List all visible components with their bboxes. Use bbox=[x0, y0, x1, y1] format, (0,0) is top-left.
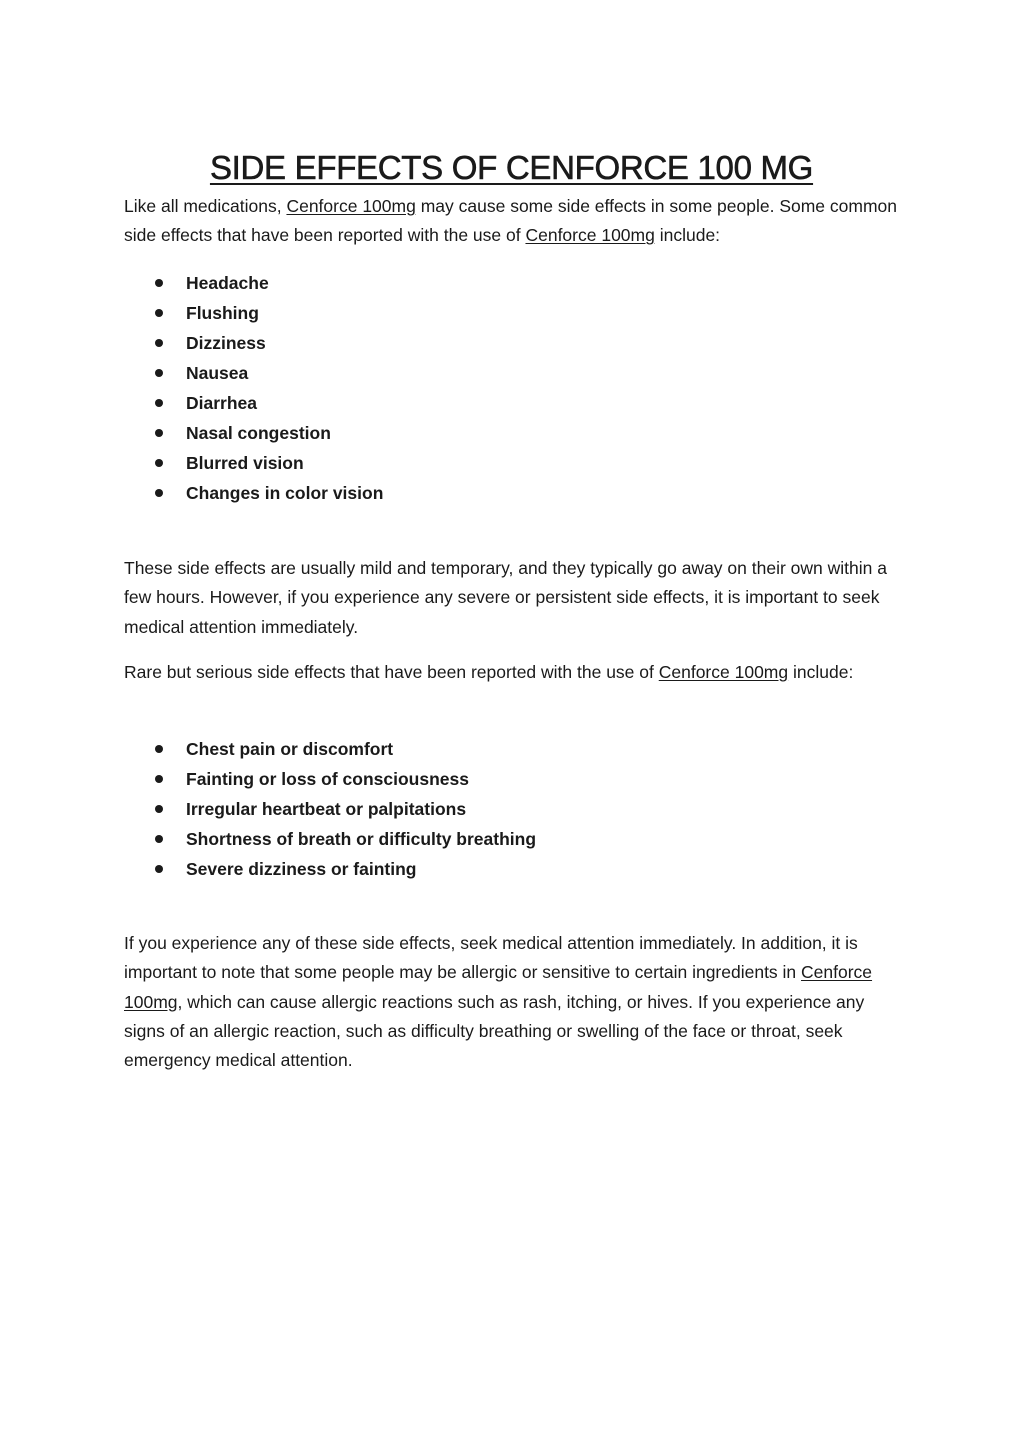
bullet-icon bbox=[155, 835, 163, 843]
list-item-label: Severe dizziness or fainting bbox=[186, 859, 417, 879]
list-item-label: Headache bbox=[186, 273, 269, 293]
intro-text-2: may cause some side effects in some people. Some common side effects that have been reported with the use of bbox=[124, 196, 897, 246]
list-item bbox=[124, 854, 884, 884]
list-item bbox=[124, 794, 884, 824]
list-item-label: Flushing bbox=[186, 303, 259, 323]
list-item-label: Dizziness bbox=[186, 333, 266, 353]
bullet-icon bbox=[155, 489, 163, 497]
common-side-effects-list bbox=[124, 268, 884, 508]
bullet-icon bbox=[155, 279, 163, 287]
list-item bbox=[124, 358, 884, 388]
bullet-icon bbox=[155, 399, 163, 407]
intro-text-3: include: bbox=[654, 225, 721, 246]
closing-text-2: , which can cause allergic reactions such as rash, itching, or hives. If you experience any signs of an allergic reaction, such as difficulty breathing or swelling of the face or throat, seek emergency medical attention. bbox=[124, 991, 865, 1071]
bullet-icon bbox=[155, 369, 163, 377]
cenforce-link-1[interactable]: Cenforce 100mg bbox=[286, 196, 416, 216]
list-item bbox=[124, 734, 884, 764]
cenforce-link-4[interactable]: Cenforce 100mg bbox=[124, 962, 873, 1012]
list-item bbox=[124, 764, 884, 794]
cenforce-link-3[interactable]: Cenforce 100mg bbox=[658, 662, 789, 682]
list-item bbox=[124, 388, 884, 418]
list-item bbox=[124, 418, 884, 448]
bullet-icon bbox=[155, 339, 163, 347]
serious-side-effects-list bbox=[124, 734, 884, 884]
rare-intro-paragraph bbox=[124, 658, 904, 687]
rare-intro-text-2: include: bbox=[788, 662, 854, 682]
closing-paragraph bbox=[124, 929, 904, 1075]
list-item-label: Diarrhea bbox=[186, 393, 258, 413]
intro-paragraph bbox=[124, 192, 904, 251]
list-item bbox=[124, 824, 884, 854]
bullet-icon bbox=[155, 865, 163, 873]
bullet-icon bbox=[155, 745, 163, 753]
bullet-icon bbox=[155, 309, 163, 317]
list-item bbox=[124, 328, 884, 358]
list-item-label: Chest pain or discomfort bbox=[186, 739, 394, 759]
bullet-icon bbox=[155, 775, 163, 783]
intro-text-1: Like all medications, bbox=[124, 196, 287, 216]
closing-text-1: If you experience any of these side effects, seek medical attention immediately. In addition, it is important to note that some people may be allergic or sensitive to certain ingredients in bbox=[124, 933, 858, 983]
cenforce-link-2[interactable]: Cenforce 100mg bbox=[525, 225, 655, 246]
mild-note-paragraph: These side effects are usually mild and temporary, and they typically go away on their own within a few hours. However, if you experience any severe or persistent side effects, it is important to seek medical attention immediately. bbox=[124, 558, 887, 637]
list-item-label: Fainting or loss of consciousness bbox=[186, 769, 469, 789]
list-item bbox=[124, 268, 884, 298]
page-title: SIDE EFFECTS OF CENFORCE 100 MG bbox=[209, 149, 814, 187]
list-item-label: Shortness of breath or difficulty breathing bbox=[186, 829, 537, 849]
list-item-label: Blurred vision bbox=[186, 453, 304, 473]
list-item bbox=[124, 448, 884, 478]
list-item-label: Irregular heartbeat or palpitations bbox=[186, 799, 467, 819]
bullet-icon bbox=[155, 459, 163, 467]
bullet-icon bbox=[155, 805, 163, 813]
list-item bbox=[124, 478, 884, 508]
rare-intro-text-1: Rare but serious side effects that have been reported with the use of bbox=[124, 662, 659, 682]
list-item-label: Changes in color vision bbox=[186, 483, 384, 503]
bullet-icon bbox=[155, 429, 163, 437]
list-item bbox=[124, 298, 884, 328]
list-item-label: Nasal congestion bbox=[186, 423, 331, 443]
list-item-label: Nausea bbox=[186, 363, 249, 383]
